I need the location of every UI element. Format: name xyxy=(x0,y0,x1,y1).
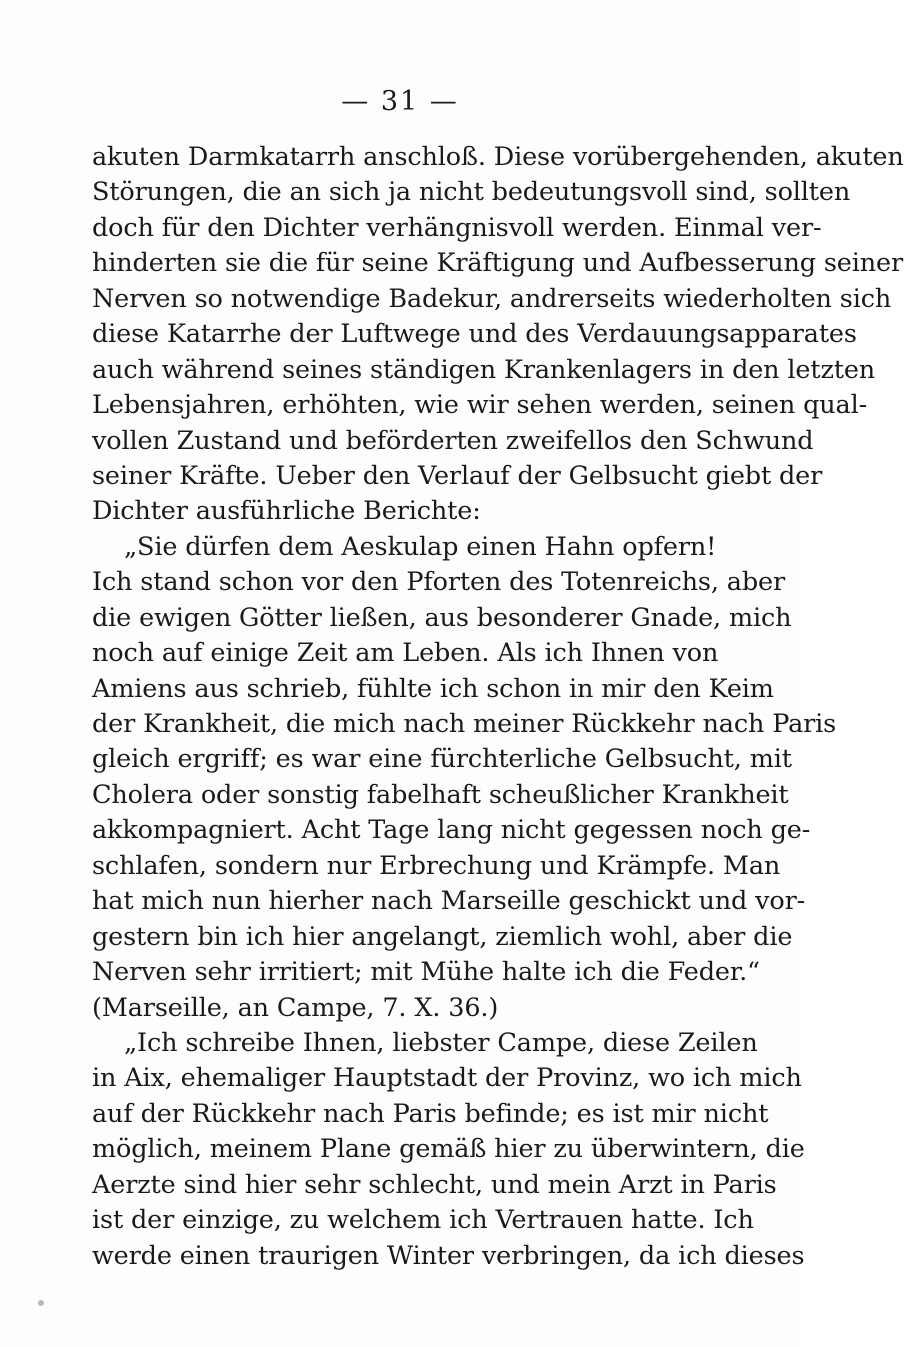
text-line: vollen Zustand und beförderten zweifellos den Schwund xyxy=(92,425,814,456)
text-line: gestern bin ich hier angelangt, ziemlich wohl, aber die xyxy=(92,921,793,952)
text-line: gleich ergriff; es war eine fürchterliche Gelbsucht, mit xyxy=(92,744,792,775)
text-line: noch auf einige Zeit am Leben. Als ich Ihnen von xyxy=(92,638,719,669)
page-number: — 31 — xyxy=(341,86,459,117)
text-line: Aerzte sind hier sehr schlecht, und mein Arzt in Paris xyxy=(92,1169,777,1200)
text-line: Cholera oder sonstig fabelhaft scheußlicher Krankheit xyxy=(92,779,789,810)
text-line: der Krankheit, die mich nach meiner Rückkehr nach Paris xyxy=(92,709,837,739)
margin-speck xyxy=(38,1300,44,1306)
text-line: „Sie dürfen dem Aeskulap einen Hahn opfern! xyxy=(124,531,717,562)
text-line: Dichter ausführliche Berichte: xyxy=(92,496,481,527)
text-line: akuten Darmkatarrh anschloß. Diese vorübergehenden, akuten xyxy=(92,142,904,172)
text-line: hat mich nun hierher nach Marseille geschickt und vor- xyxy=(92,886,806,917)
text-line: „Ich schreibe Ihnen, liebster Campe, diese Zeilen xyxy=(124,1027,758,1058)
text-line: schlafen, sondern nur Erbrechung und Krämpfe. Man xyxy=(92,850,781,881)
text-line: ist der einzige, zu welchem ich Vertrauen hatte. Ich xyxy=(92,1205,754,1236)
text-line: doch für den Dichter verhängnisvoll werden. Einmal ver- xyxy=(92,212,822,243)
text-line: auf der Rückkehr nach Paris befinde; es ist mir nicht xyxy=(92,1098,769,1129)
text-line: seiner Kräfte. Ueber den Verlauf der Gelbsucht giebt der xyxy=(92,460,823,491)
text-line: die ewigen Götter ließen, aus besonderer Gnade, mich xyxy=(92,602,792,633)
text-line: Störungen, die an sich ja nicht bedeutungsvoll sind, sollten xyxy=(92,177,851,208)
text-line: Ich stand schon vor den Pforten des Totenreichs, aber xyxy=(92,567,785,598)
text-line: akkompagniert. Acht Tage lang nicht gegessen noch ge- xyxy=(92,815,811,846)
text-line: möglich, meinem Plane gemäß hier zu überwintern, die xyxy=(92,1134,805,1165)
text-line: werde einen traurigen Winter verbringen, da ich dieses xyxy=(92,1240,805,1271)
text-line: Nerven sehr irritiert; mit Mühe halte ich die Feder.“ xyxy=(92,957,760,988)
text-line: Nerven so notwendige Badekur, andrerseits wiederholten sich xyxy=(92,283,892,314)
text-line: in Aix, ehemaliger Hauptstadt der Provinz, wo ich mich xyxy=(92,1063,802,1094)
text-line: Lebensjahren, erhöhten, wie wir sehen werden, seinen qual- xyxy=(92,390,868,421)
text-line: (Marseille, an Campe, 7. X. 36.) xyxy=(92,992,499,1023)
text-line: diese Katarrhe der Luftwege und des Verdauungsapparates xyxy=(92,319,857,350)
text-line: hinderten sie die für seine Kräftigung und Aufbesserung seiner xyxy=(92,248,904,279)
body-text xyxy=(92,140,904,1274)
text-line: auch während seines ständigen Krankenlagers in den letzten xyxy=(92,354,876,385)
text-line: Amiens aus schrieb, fühlte ich schon in mir den Keim xyxy=(92,673,774,704)
